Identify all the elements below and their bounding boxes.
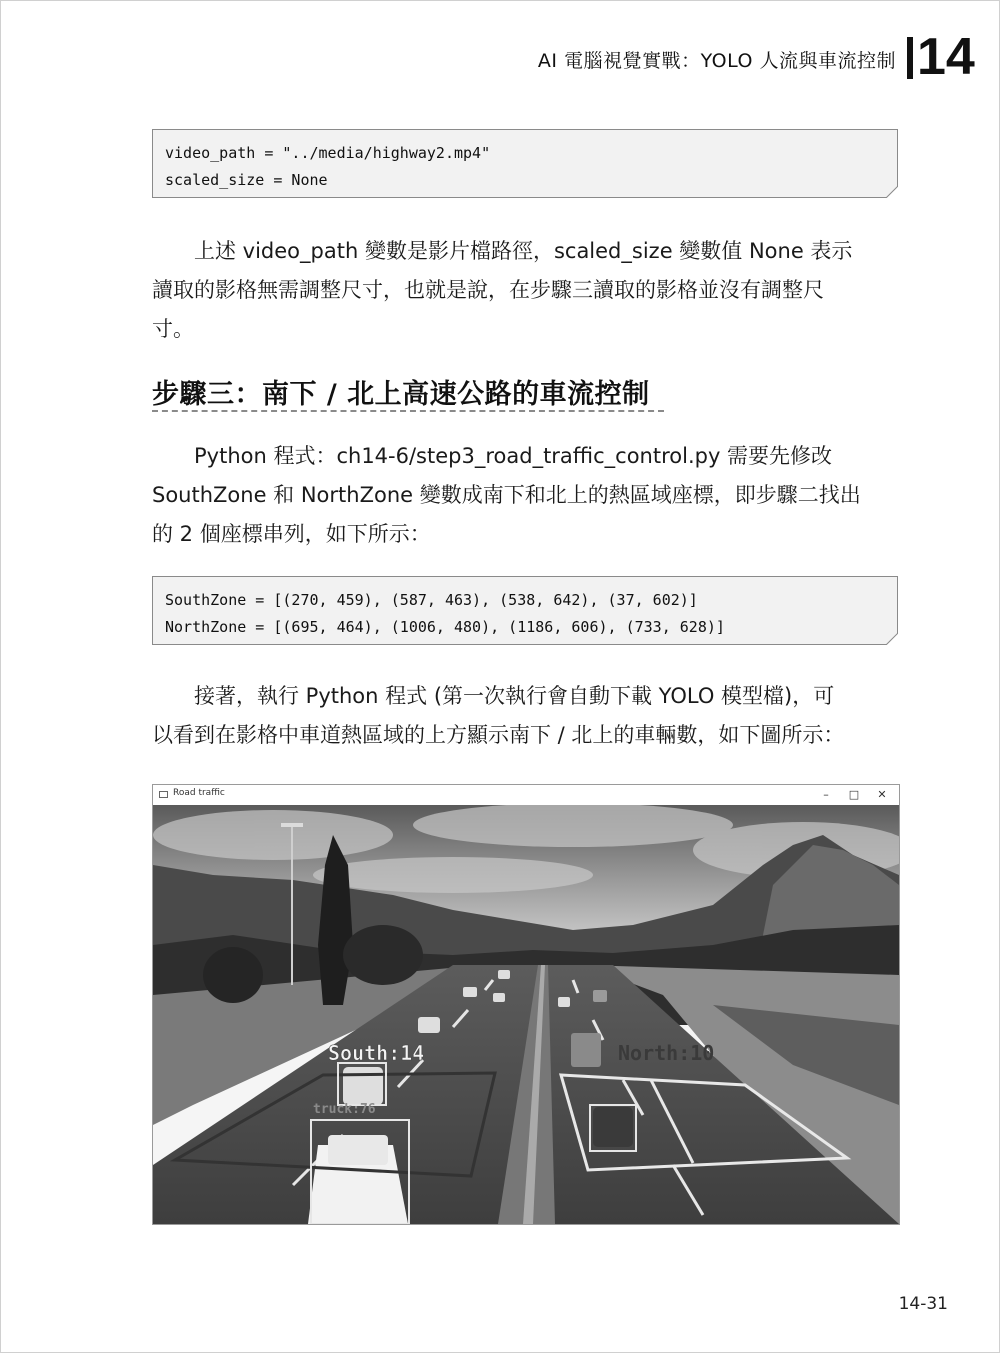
page-number: 14-31 — [898, 1294, 948, 1314]
window-title: Road traffic — [173, 788, 225, 798]
truck-label: truck:76 — [313, 1102, 376, 1117]
app-icon — [159, 791, 168, 798]
code-block-video-path — [152, 129, 898, 198]
paragraph-program-intro — [152, 437, 900, 554]
paragraph-line: 接著，執行 Python 程式 (第一次執行會自動下載 YOLO 模型檔)，可 — [194, 684, 835, 708]
code-line: video_path = "../media/highway2.mp4" — [165, 144, 491, 162]
code-line: SouthZone = [(270, 459), (587, 463), (538, 642), (37, 602)] — [165, 591, 698, 609]
north-count-label: North:10 — [618, 1041, 715, 1065]
light-pole-lamps — [281, 823, 303, 827]
chapter-number: 14 — [917, 28, 975, 86]
paragraph-line: SouthZone 和 NorthZone 變數成南下和北上的熱區域座標，即步驟二找出 — [152, 483, 861, 507]
close-button[interactable]: ✕ — [877, 788, 887, 801]
paragraph-line: 的 2 個座標串列，如下所示： — [152, 522, 431, 546]
road-traffic-screenshot — [152, 784, 900, 1225]
video-frame — [153, 805, 899, 1224]
running-head-title: AI 電腦視覺實戰：YOLO 人流與車流控制 — [537, 50, 896, 72]
tree-cluster — [343, 925, 423, 985]
code-block-zones — [152, 576, 898, 645]
maximize-button[interactable]: □ — [848, 788, 860, 801]
code-line: scaled_size = None — [165, 171, 328, 189]
code-line: NorthZone = [(695, 464), (1006, 480), (1186, 606), (733, 628)] — [165, 618, 725, 636]
corner-fold-icon — [886, 633, 898, 645]
paragraph-line: 以看到在影格中車道熱區域的上方顯示南下 / 北上的車輛數，如下圖所示： — [152, 723, 845, 747]
south-count-label: South:14 — [328, 1041, 425, 1065]
light-pole — [291, 825, 293, 985]
tree-cluster — [203, 947, 263, 1003]
paragraph-line: 讀取的影格無需調整尺寸，也就是說，在步驟三讀取的影格並沒有調整尺 — [152, 278, 824, 302]
minimize-button[interactable]: – — [823, 788, 829, 801]
section-heading: 步驟三：南下 / 北上高速公路的車流控制 — [152, 379, 650, 410]
paragraph-line: 寸。 — [152, 317, 194, 341]
paragraph-video-path — [152, 232, 900, 349]
corner-fold-icon — [886, 186, 898, 198]
paragraph-line: 上述 video_path 變數是影片檔路徑，scaled_size 變數值 None 表示 — [194, 239, 853, 263]
paragraph-line: Python 程式：ch14-6/step3_road_traffic_control.py 需要先修改 — [194, 444, 833, 468]
paragraph-run-program — [152, 677, 900, 755]
chapter-marker — [907, 28, 975, 86]
heading-underline — [152, 410, 664, 412]
window-titlebar — [153, 785, 899, 806]
chapter-bar — [907, 37, 913, 79]
